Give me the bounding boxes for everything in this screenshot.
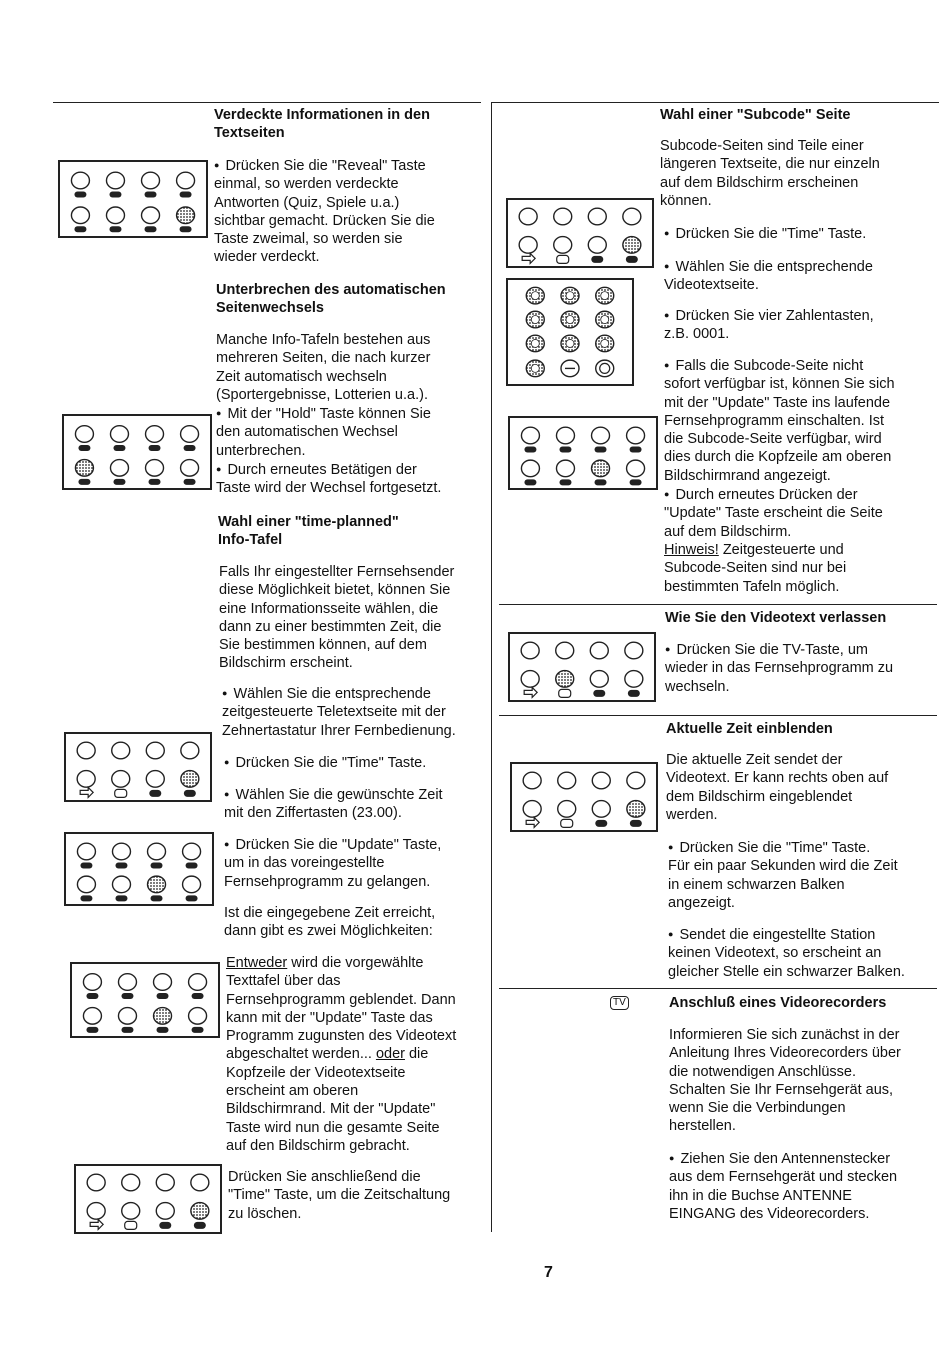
rule-r3 (499, 988, 937, 989)
remote-keypad-hold (62, 414, 212, 490)
heading-time-planned: Wahl einer "time-planned" Info-Tafel (218, 514, 399, 548)
remote-keypad-update-3 (508, 416, 658, 490)
text-time-planned-intro: Falls Ihr eingestellter Fernsehsender diese Möglichkeit bietet, können Sie eine Informationsseite wählen, die dann zu einer bestimmten Zeit, die Sie bestimmen können, auf dem Bildschirm erscheint. (219, 564, 455, 672)
rule-r1 (499, 604, 937, 605)
text-antennenstecker: ● Ziehen Sie den Antennenstecker aus dem Fernsehgerät und stecken ihn in die Buchse ANTENNE EINGANG des Videorecorders. (669, 1149, 897, 1223)
text-videorecorder-info: Informieren Sie sich zunächst in der Anleitung Ihres Videorecorders über die notwendigen Anschlüsse. Schalten Sie Ihr Fernsehgerät aus, wenn Sie die Verbindungen herstellen. (669, 1027, 901, 1135)
text-subcode-zahlentasten: ● Drücken Sie vier Zahlentasten, z.B. 0001. (664, 306, 874, 344)
remote-keypad-time-1 (64, 732, 212, 802)
heading-aktuelle-zeit: Aktuelle Zeit einblenden (666, 721, 833, 737)
remote-keypad-tv (508, 632, 656, 702)
heading-unterbrechen: Unterbrechen des automatischen Seitenwechsels (216, 282, 446, 316)
text-gewuenschte-zeit: ● Wählen Sie die gewünschte Zeit mit den Ziffertasten (23.00). (224, 785, 443, 823)
tv-icon: TV (610, 996, 629, 1010)
text-update-taste: ● Drücken Sie die "Update" Taste, um in das voreingestellte Fernsehprogramm zu gelangen. (224, 835, 441, 891)
remote-keypad-reveal (58, 160, 208, 238)
heading-videotext-verlassen: Wie Sie den Videotext verlassen (665, 610, 887, 626)
remote-keypad-time-2 (74, 1164, 222, 1234)
text-zeitschaltung-loeschen: Drücken Sie anschließend die "Time" Taste, um die Zeitschaltung zu löschen. (228, 1169, 451, 1222)
heading-videorecorder: Anschluß eines Videorecorders (669, 995, 887, 1011)
rule-r2 (499, 715, 937, 716)
text-subcode-time: ● Drücken Sie die "Time" Taste. (664, 224, 866, 243)
heading-verdeckte: Verdeckte Informationen in den Textseiten (214, 107, 430, 141)
text-tv-taste: ● Drücken Sie die TV-Taste, um wieder in das Fernsehprogramm zu wechseln. (665, 640, 893, 696)
remote-keypad-update-1 (64, 832, 214, 906)
text-waehlen-zeitgesteuert: ● Wählen Sie die entsprechende zeitgesteuerte Teletextseite mit der Zehnertastatur Ihrer Fernbedienung. (222, 684, 456, 740)
text-entweder-oder: Entweder wird die vorgewählte Texttafel über das Fernsehprogramm geblendet. Dann kann mit der "Update" Taste das Programm zugunsten des Videotext abgeschaltet werden... oder die Kopfzeile der Videotextseite erscheint am oberen Bildschirmrand. Mit der "Update" Taste wird nun die gesamte Seite auf den Bildschirm gebracht. (226, 955, 457, 1154)
text-subcode-falls: ● Falls die Subcode-Seite nicht sofort verfügbar ist, können Sie sich mit der "Update" Taste ins laufende Fernsehprogramm einschalten. Ist die Subcode-Seite verfügbar, wird dies durch die Kopfzeile am oberen Bildschirmrand angezeigt. ● Durch erneutes Drücken der "Update" Taste erscheint die Seite auf dem Bildschirm. Hinweis! Zeitgesteuerte und Subcode-Seiten sind nur bei bestimmten Tafeln möglich. (664, 356, 895, 596)
text-reveal: ● Drücken Sie die "Reveal" Taste einmal, so werden verdeckte Antworten (Quiz, Spiele u.a.) sichtbar gemacht. Drücken Sie die Taste zweimal, so werden sie wieder verdeckt. (214, 156, 435, 267)
text-kein-videotext: ● Sendet die eingestellte Station keinen Videotext, so erscheint an gleicher Stelle ein schwarzer Balken. (668, 925, 905, 981)
remote-numpad (506, 278, 634, 386)
remote-keypad-time-3 (506, 198, 654, 268)
text-info-tafeln: Manche Info-Tafeln bestehen aus mehreren Seiten, die nach kurzer Zeit automatisch wechseln (Sportergebnisse, Lotterien u.a.). ● Mit der "Hold" Taste können Sie den automatischen Wechsel unterbrechen. ● Durch erneutes Betätigen der Taste wird der Wechsel fortgesetzt. (216, 331, 441, 498)
heading-subcode: Wahl einer "Subcode" Seite (660, 107, 851, 123)
top-rule-left (53, 102, 481, 103)
page-number: 7 (544, 1264, 553, 1281)
remote-keypad-update-2 (70, 962, 220, 1038)
text-zeit-erreicht: Ist die eingegebene Zeit erreicht, dann gibt es zwei Möglichkeiten: (224, 905, 436, 940)
top-rule-right (492, 102, 939, 103)
text-subcode-intro: Subcode-Seiten sind Teile einer längeren Textseite, die nur einzeln auf dem Bildschirm erscheinen können. (660, 138, 880, 209)
text-subcode-waehlen: ● Wählen Sie die entsprechende Videotextseite. (664, 257, 873, 295)
text-time-taste-1: ● Drücken Sie die "Time" Taste. (224, 753, 426, 772)
remote-keypad-time-4 (510, 762, 658, 832)
text-aktuelle-zeit: Die aktuelle Zeit sendet der Videotext. Er kann rechts oben auf dem Bildschirm eingeblendet werden. (666, 752, 889, 823)
column-divider (491, 102, 492, 1232)
text-zeit-time-taste: ● Drücken Sie die "Time" Taste. Für ein paar Sekunden wird die Zeit in einem schwarzen Balken angezeigt. (668, 838, 898, 912)
